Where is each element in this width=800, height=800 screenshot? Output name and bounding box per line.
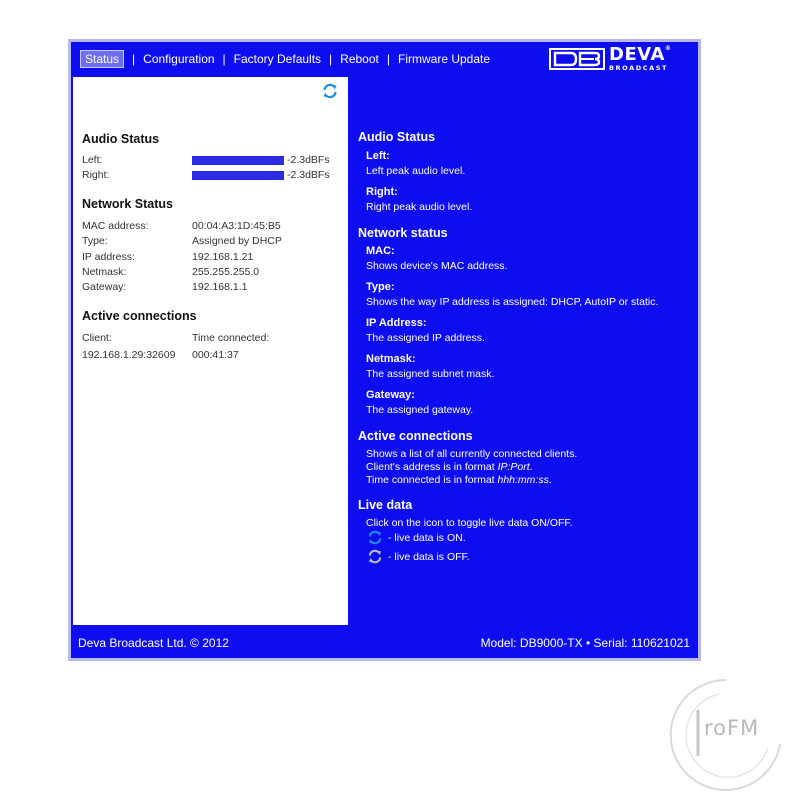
client-address: 192.168.1.29:32609 (82, 349, 176, 361)
network-row-netmask (82, 266, 259, 278)
ip-value: 192.168.1.21 (192, 251, 254, 263)
nav-separator: | (386, 51, 390, 66)
nav-separator: | (222, 51, 226, 66)
help-gateway-text: The assigned gateway. (366, 404, 474, 416)
time-connected: 000:41:37 (192, 349, 239, 361)
help-live-off-row (366, 549, 470, 564)
nav-firmware-update[interactable]: Firmware Update (398, 51, 491, 66)
logo-tagline: BROADCAST (609, 63, 669, 72)
netmask-value: 255.255.255.0 (192, 266, 260, 278)
help-audio-heading: Audio Status (358, 130, 436, 144)
network-row-gateway (82, 281, 247, 293)
audio-left-value: -2.3dBFs (287, 154, 330, 166)
help-left-title: Left: (366, 150, 390, 162)
audio-right-value: -2.3dBFs (287, 169, 330, 181)
active-connections-heading: Active connections (82, 309, 197, 323)
netmask-label: Netmask: (82, 266, 127, 278)
gateway-label: Gateway: (82, 281, 127, 293)
connection-row (82, 349, 239, 361)
audio-left-label: Left: (82, 154, 103, 166)
logo-brand: DEVA® (609, 43, 672, 65)
type-label: Type: (82, 235, 108, 247)
help-live-on-text: - live data is ON. (388, 531, 466, 544)
help-right-text: Right peak audio level. (366, 201, 473, 213)
nav-separator: | (132, 51, 136, 66)
audio-status-heading: Audio Status (82, 132, 160, 146)
help-connections-heading: Active connections (358, 429, 473, 443)
help-ip-text: The assigned IP address. (366, 332, 485, 344)
profm-watermark (668, 672, 798, 792)
footer (71, 627, 698, 658)
time-header: Time connected: (192, 332, 270, 344)
help-left-text: Left peak audio level. (366, 165, 466, 177)
audio-right-row (82, 169, 330, 181)
help-network-heading: Network status (358, 226, 448, 240)
network-row-mac (82, 220, 281, 232)
db-logo-icon (549, 48, 605, 70)
network-row-type (82, 235, 282, 247)
refresh-off-icon (366, 549, 384, 564)
watermark-text: roFM (704, 716, 760, 740)
nav-factory-defaults[interactable]: Factory Defaults (233, 51, 322, 66)
help-netmask-title: Netmask: (366, 353, 416, 365)
footer-model-serial: Model: DB9000-TX • Serial: 110621021 (480, 635, 690, 650)
type-value: Assigned by DHCP (192, 235, 282, 247)
audio-right-meter (192, 171, 284, 180)
connections-header-row (82, 332, 269, 344)
refresh-on-icon (366, 530, 384, 545)
help-live-off-text: - live data is OFF. (388, 550, 470, 563)
network-row-ip (82, 251, 253, 263)
top-nav (71, 42, 698, 75)
audio-right-label: Right: (82, 169, 110, 181)
deva-logo (549, 45, 692, 72)
help-gateway-title: Gateway: (366, 389, 415, 401)
help-panel (351, 77, 698, 625)
audio-left-row (82, 154, 330, 166)
help-type-text: Shows the way IP address is assigned: DHCP, AutoIP or static. (366, 296, 659, 308)
help-connections-line2: Client's address is in format IP:Port. (366, 461, 533, 473)
help-live-heading: Live data (358, 498, 413, 512)
mac-value: 00:04:A3:1D:45:B5 (192, 220, 281, 232)
help-netmask-text: The assigned subnet mask. (366, 368, 495, 380)
nav-separator: | (329, 51, 333, 66)
nav-reboot[interactable]: Reboot (340, 51, 379, 66)
help-live-text: Click on the icon to toggle live data ON/OFF. (366, 517, 573, 529)
refresh-icon[interactable] (322, 83, 338, 99)
help-right-title: Right: (366, 186, 398, 198)
mac-label: MAC address: (82, 220, 149, 232)
network-status-heading: Network Status (82, 197, 173, 211)
help-live-on-row (366, 530, 466, 545)
help-type-title: Type: (366, 281, 395, 293)
ip-label: IP address: (82, 251, 135, 263)
help-connections-line3: Time connected is in format hhh:mm:ss. (366, 474, 552, 486)
nav-status[interactable]: Status (80, 50, 124, 68)
help-ip-title: IP Address: (366, 317, 427, 329)
help-mac-title: MAC: (366, 245, 395, 257)
footer-copyright: Deva Broadcast Ltd. © 2012 (78, 635, 229, 650)
audio-left-meter (192, 156, 284, 165)
client-header: Client: (82, 332, 112, 344)
nav-configuration[interactable]: Configuration (143, 51, 215, 66)
help-mac-text: Shows device's MAC address. (366, 260, 508, 272)
status-panel (73, 77, 348, 625)
app-window (68, 39, 701, 661)
gateway-value: 192.168.1.1 (192, 281, 248, 293)
help-connections-line1: Shows a list of all currently connected clients. (366, 448, 578, 460)
